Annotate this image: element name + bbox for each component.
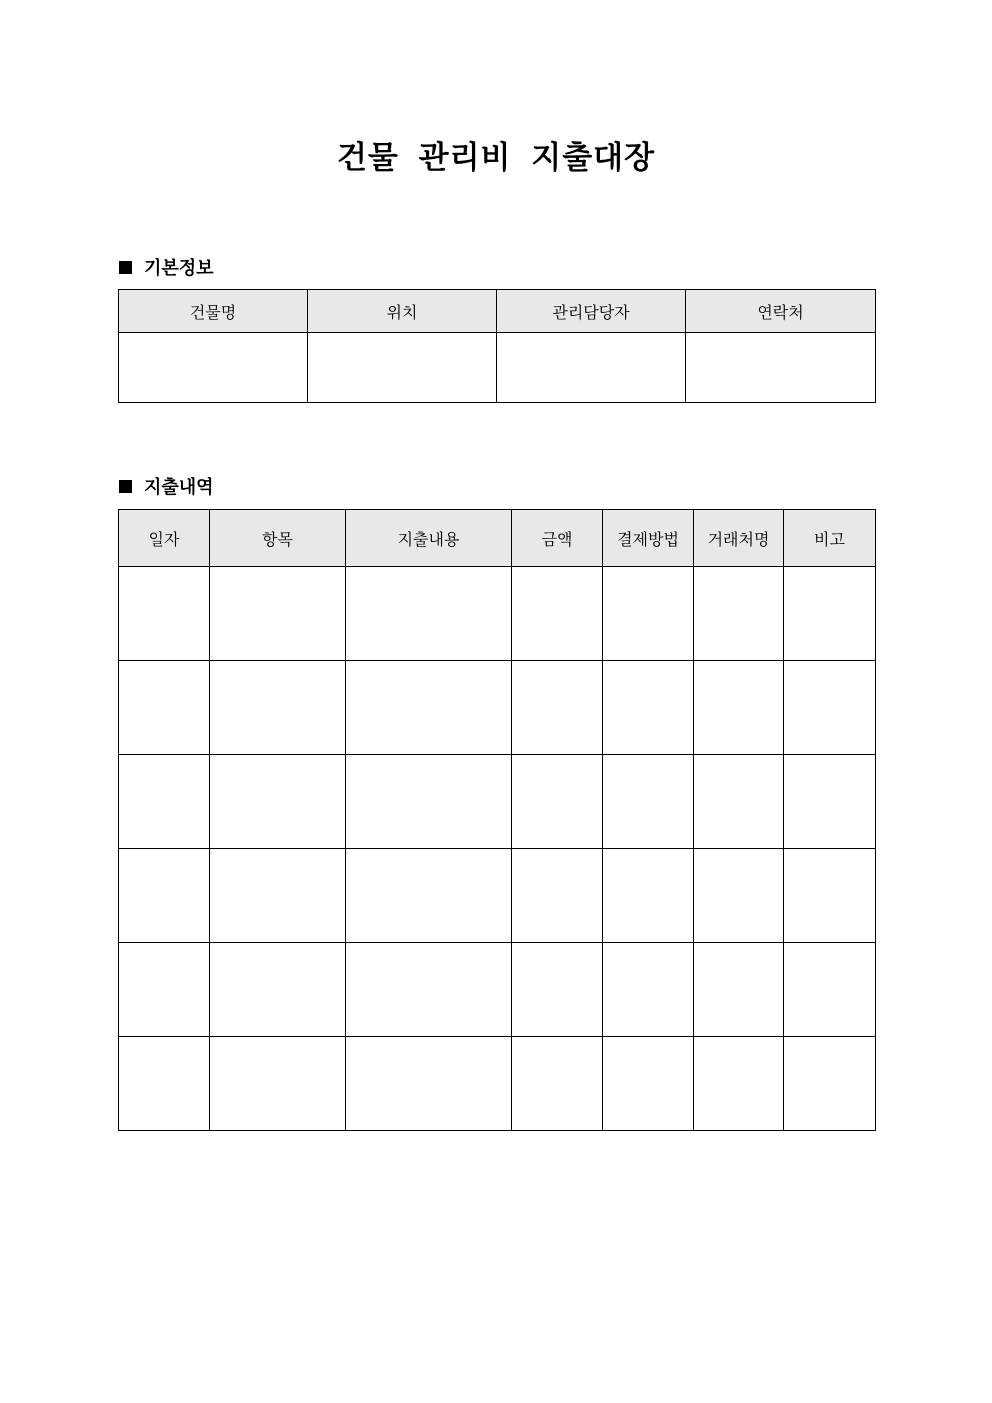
cell-item[interactable] [210, 755, 346, 849]
cell-manager[interactable] [497, 333, 686, 403]
cell-amount[interactable] [512, 1037, 603, 1131]
expense-table [118, 509, 876, 1131]
cell-payment-method[interactable] [603, 943, 694, 1037]
cell-date[interactable] [119, 661, 210, 755]
basic-info-table [118, 289, 876, 403]
column-header-amount: 금액 [512, 510, 603, 567]
cell-payment-method[interactable] [603, 1037, 694, 1131]
document-title: 건물 관리비 지출대장 [336, 140, 656, 176]
column-header-payment-method: 결제방법 [603, 510, 694, 567]
cell-description[interactable] [346, 755, 512, 849]
cell-date[interactable] [119, 1037, 210, 1131]
section-heading-label: 지출내역 [144, 477, 214, 498]
cell-item[interactable] [210, 943, 346, 1037]
cell-vendor[interactable] [694, 755, 784, 849]
cell-building-name[interactable] [119, 333, 308, 403]
table-header-row [119, 290, 876, 333]
column-header-description: 지출내용 [346, 510, 512, 567]
column-header-contact: 연락처 [686, 290, 876, 333]
cell-item[interactable] [210, 661, 346, 755]
cell-date[interactable] [119, 943, 210, 1037]
cell-item[interactable] [210, 849, 346, 943]
table-row [119, 1037, 876, 1131]
cell-description[interactable] [346, 943, 512, 1037]
cell-payment-method[interactable] [603, 755, 694, 849]
cell-description[interactable] [346, 849, 512, 943]
table-row [119, 943, 876, 1037]
column-header-remarks: 비고 [784, 510, 876, 567]
column-header-date: 일자 [119, 510, 210, 567]
column-header-manager: 관리담당자 [497, 290, 686, 333]
section-heading-basic-info [119, 254, 214, 280]
column-header-location: 위치 [308, 290, 497, 333]
cell-vendor[interactable] [694, 661, 784, 755]
cell-vendor[interactable] [694, 1037, 784, 1131]
column-header-building-name: 건물명 [119, 290, 308, 333]
table-row [119, 849, 876, 943]
cell-vendor[interactable] [694, 943, 784, 1037]
cell-description[interactable] [346, 661, 512, 755]
cell-vendor[interactable] [694, 849, 784, 943]
table-row [119, 755, 876, 849]
cell-amount[interactable] [512, 755, 603, 849]
cell-item[interactable] [210, 567, 346, 661]
cell-remarks[interactable] [784, 943, 876, 1037]
column-header-item: 항목 [210, 510, 346, 567]
cell-description[interactable] [346, 567, 512, 661]
cell-payment-method[interactable] [603, 661, 694, 755]
cell-amount[interactable] [512, 661, 603, 755]
cell-remarks[interactable] [784, 567, 876, 661]
cell-amount[interactable] [512, 567, 603, 661]
square-bullet-icon [119, 261, 132, 274]
cell-remarks[interactable] [784, 849, 876, 943]
column-header-vendor: 거래처명 [694, 510, 784, 567]
cell-location[interactable] [308, 333, 497, 403]
cell-remarks[interactable] [784, 755, 876, 849]
cell-date[interactable] [119, 849, 210, 943]
cell-item[interactable] [210, 1037, 346, 1131]
cell-payment-method[interactable] [603, 849, 694, 943]
cell-description[interactable] [346, 1037, 512, 1131]
square-bullet-icon [119, 480, 132, 493]
table-row [119, 567, 876, 661]
table-row [119, 661, 876, 755]
table-header-row [119, 510, 876, 567]
cell-vendor[interactable] [694, 567, 784, 661]
section-heading-label: 기본정보 [144, 258, 214, 279]
cell-date[interactable] [119, 567, 210, 661]
cell-contact[interactable] [686, 333, 876, 403]
cell-amount[interactable] [512, 849, 603, 943]
cell-remarks[interactable] [784, 1037, 876, 1131]
cell-amount[interactable] [512, 943, 603, 1037]
section-heading-expenses [119, 473, 214, 499]
table-row [119, 333, 876, 403]
cell-payment-method[interactable] [603, 567, 694, 661]
cell-remarks[interactable] [784, 661, 876, 755]
cell-date[interactable] [119, 755, 210, 849]
